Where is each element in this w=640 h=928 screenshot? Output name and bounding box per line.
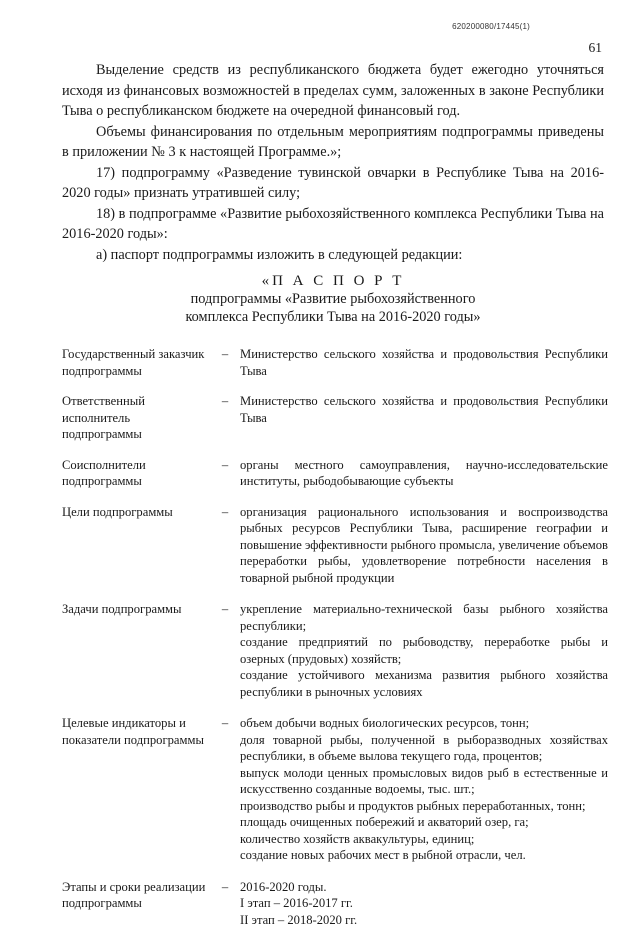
row-value — [240, 504, 608, 587]
row-dash: – — [210, 504, 240, 521]
row-label: Задачи подпрограммы — [62, 601, 210, 618]
table-row — [62, 601, 608, 700]
value-line: 2016-2020 годы. — [240, 879, 608, 896]
value-line: доля товарной рыбы, полученной в рыборазводных хозяйствах республики, в объеме вылова текущего года, процентов; — [240, 732, 608, 765]
passport-table — [62, 346, 608, 928]
table-row — [62, 346, 608, 379]
row-dash: – — [210, 601, 240, 618]
passport-heading — [62, 272, 604, 326]
paragraph: а) паспорт подпрограммы изложить в следующей редакции: — [62, 245, 604, 266]
paragraph: 17) подпрограмму «Разведение тувинской овчарки в Республике Тыва на 2016-2020 годы» признать утратившей силу; — [62, 163, 604, 204]
row-value — [240, 601, 608, 700]
passport-subtitle: подпрограммы «Развитие рыбохозяйственного — [62, 290, 604, 308]
row-value — [240, 879, 608, 928]
row-dash: – — [210, 346, 240, 363]
row-label: Целевые индикаторы и показатели подпрограммы — [62, 715, 210, 748]
paragraph: 18) в подпрограмме «Развитие рыбохозяйственного комплекса Республики Тыва на 2016-2020 годы»: — [62, 204, 604, 245]
passport-subtitle: комплекса Республики Тыва на 2016-2020 годы» — [62, 308, 604, 326]
value-line: создание новых рабочих мест в рыбной отрасли, чел. — [240, 847, 608, 864]
value-line: выпуск молоди ценных промысловых видов рыб в естественные и искусственно созданные водоемы, тыс. шт.; — [240, 765, 608, 798]
value-line: Министерство сельского хозяйства и продовольствия Республики Тыва — [240, 346, 608, 379]
paragraph: Выделение средств из республиканского бюджета будет ежегодно уточняться исходя из финансовых возможностей в пределах сумм, заложенных в законе Республики Тыва о республиканском бюджете на очередной финансовый год. — [62, 60, 604, 122]
table-row — [62, 879, 608, 928]
row-value — [240, 346, 608, 379]
row-dash: – — [210, 879, 240, 896]
row-dash: – — [210, 457, 240, 474]
row-value — [240, 457, 608, 490]
value-line: количество хозяйств аквакультуры, единиц; — [240, 831, 608, 848]
value-line: площадь очищенных побережий и акваторий озер, га; — [240, 814, 608, 831]
value-line: I этап – 2016-2017 гг. — [240, 895, 608, 912]
value-line: укрепление материально-технической базы рыбного хозяйства республики; — [240, 601, 608, 634]
table-row — [62, 457, 608, 490]
paragraph: Объемы финансирования по отдельным мероприятиям подпрограммы приведены в приложении № 3 к настоящей Программе.»; — [62, 122, 604, 163]
row-label: Ответственный исполнитель подпрограммы — [62, 393, 210, 443]
page-number: 61 — [589, 40, 603, 56]
value-line: II этап – 2018-2020 гг. — [240, 912, 608, 928]
row-label: Государственный заказчик подпрограммы — [62, 346, 210, 379]
value-line: создание устойчивого механизма развития рыбного хозяйства республики в рыночных условиях — [240, 667, 608, 700]
table-row — [62, 393, 608, 443]
row-label: Этапы и сроки реализации подпрограммы — [62, 879, 210, 912]
row-dash: – — [210, 393, 240, 410]
passport-title: «П А С П О Р Т — [62, 272, 604, 290]
row-label: Соисполнители подпрограммы — [62, 457, 210, 490]
value-line: Министерство сельского хозяйства и продовольствия Республики Тыва — [240, 393, 608, 426]
value-line: производство рыбы и продуктов рыбных переработанных, тонн; — [240, 798, 608, 815]
value-line: органы местного самоуправления, научно-исследовательские институты, рыбодобывающие субъекты — [240, 457, 608, 490]
value-line: объем добычи водных биологических ресурсов, тонн; — [240, 715, 608, 732]
row-value — [240, 393, 608, 426]
body-text — [62, 60, 604, 265]
row-label: Цели подпрограммы — [62, 504, 210, 521]
value-line: организация рационального использования и воспроизводства рыбных ресурсов Республики Тыва, расширение географии и повышение эффективности рыбного промысла, увеличение объемов переработки рыбы, удовлетворение потребности населения в товарной рыбной продукции — [240, 504, 608, 587]
document-number: 620200080/17445(1) — [452, 22, 530, 31]
table-row — [62, 504, 608, 587]
value-line: создание предприятий по рыбоводству, переработке рыбы и озерных (прудовых) хозяйств; — [240, 634, 608, 667]
table-row — [62, 715, 608, 864]
row-dash: – — [210, 715, 240, 732]
row-value — [240, 715, 608, 864]
